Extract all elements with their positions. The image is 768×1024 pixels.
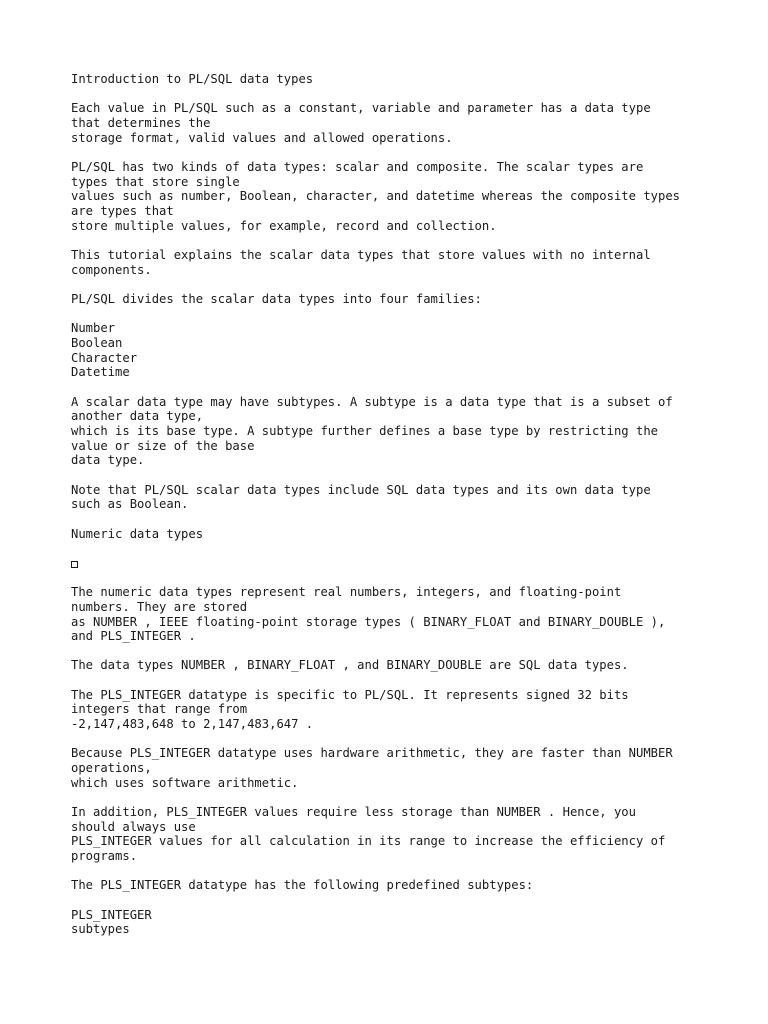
paragraph-line: values such as number, Boolean, character, and datetime whereas the composite types xyxy=(71,189,681,204)
paragraph-line: operations, xyxy=(71,761,152,776)
paragraph-line: programs. xyxy=(71,849,138,864)
note-paragraph xyxy=(71,483,711,512)
paragraph-line: PLS_INTEGER xyxy=(71,907,152,922)
tail-paragraph xyxy=(71,908,711,937)
paragraph-line: value or size of the base xyxy=(71,438,255,453)
list-item: Number xyxy=(71,321,116,336)
paragraph-line: integers that range from xyxy=(71,702,248,717)
paragraph-line: such as Boolean. xyxy=(71,497,189,512)
paragraph-line: Each value in PL/SQL such as a constant, variable and parameter has a data type xyxy=(71,101,651,116)
paragraph-line: -2,147,483,648 to 2,147,483,647 . xyxy=(71,717,314,732)
paragraph-line: store multiple values, for example, record and collection. xyxy=(71,218,497,233)
paragraph-line: The PLS_INTEGER datatype is specific to PL/SQL. It represents signed 32 bits xyxy=(71,687,629,702)
numeric-heading xyxy=(71,527,711,542)
paragraph-line: another data type, xyxy=(71,409,204,424)
paragraph-line: The numeric data types represent real numbers, integers, and floating-point xyxy=(71,585,622,600)
paragraph-line: Note that PL/SQL scalar data types include SQL data types and its own data type xyxy=(71,482,651,497)
sql-types-paragraph xyxy=(71,658,711,673)
paragraph-line: The PLS_INTEGER datatype has the following predefined subtypes: xyxy=(71,878,534,893)
numeric-intro-paragraph xyxy=(71,585,711,644)
because-paragraph xyxy=(71,746,711,790)
paragraph-line: In addition, PLS_INTEGER values require less storage than NUMBER . Hence, you xyxy=(71,805,636,820)
missing-image-icon xyxy=(71,561,78,568)
predefined-paragraph xyxy=(71,878,711,893)
paragraph-line: subtypes xyxy=(71,922,130,937)
paragraph-line: which uses software arithmetic. xyxy=(71,775,299,790)
paragraph-line: as NUMBER , IEEE floating-point storage types ( BINARY_FLOAT and BINARY_DOUBLE ), xyxy=(71,614,666,629)
paragraph-line: types that store single xyxy=(71,174,240,189)
title-line: Introduction to PL/SQL data types xyxy=(71,72,314,86)
paragraph-line: and PLS_INTEGER . xyxy=(71,629,196,644)
kinds-paragraph xyxy=(71,160,711,233)
paragraph-line: PLS_INTEGER values for all calculation in its range to increase the efficiency of xyxy=(71,834,666,849)
subtypes-paragraph xyxy=(71,395,711,468)
families-list xyxy=(71,321,711,380)
intro-paragraph xyxy=(71,101,711,145)
paragraph-line: PL/SQL divides the scalar data types into four families: xyxy=(71,291,482,306)
list-item: Boolean xyxy=(71,335,123,350)
list-item: Character xyxy=(71,350,138,365)
paragraph-line: numbers. They are stored xyxy=(71,599,248,614)
pls-integer-paragraph xyxy=(71,688,711,732)
paragraph-line: that determines the xyxy=(71,115,211,130)
addition-paragraph xyxy=(71,805,711,864)
paragraph-line: data type. xyxy=(71,453,145,468)
paragraph-line: This tutorial explains the scalar data types that store values with no internal xyxy=(71,247,651,262)
paragraph-line: storage format, valid values and allowed operations. xyxy=(71,130,453,145)
document-page xyxy=(71,72,711,952)
image-placeholder xyxy=(71,556,711,571)
paragraph-line: components. xyxy=(71,262,152,277)
paragraph-line: are types that xyxy=(71,204,174,218)
document-title xyxy=(71,72,711,87)
paragraph-line: Because PLS_INTEGER datatype uses hardware arithmetic, they are faster than NUMBER xyxy=(71,746,673,761)
paragraph-line: should always use xyxy=(71,819,196,834)
list-item: Datetime xyxy=(71,365,130,380)
paragraph-line: The data types NUMBER , BINARY_FLOAT , and BINARY_DOUBLE are SQL data types. xyxy=(71,658,629,673)
section-heading: Numeric data types xyxy=(71,526,204,541)
paragraph-line: A scalar data type may have subtypes. A subtype is a data type that is a subset of xyxy=(71,394,673,409)
tutorial-paragraph xyxy=(71,248,711,277)
families-intro-paragraph xyxy=(71,292,711,307)
paragraph-line: PL/SQL has two kinds of data types: scalar and composite. The scalar types are xyxy=(71,159,644,174)
paragraph-line: which is its base type. A subtype further defines a base type by restricting the xyxy=(71,423,658,438)
